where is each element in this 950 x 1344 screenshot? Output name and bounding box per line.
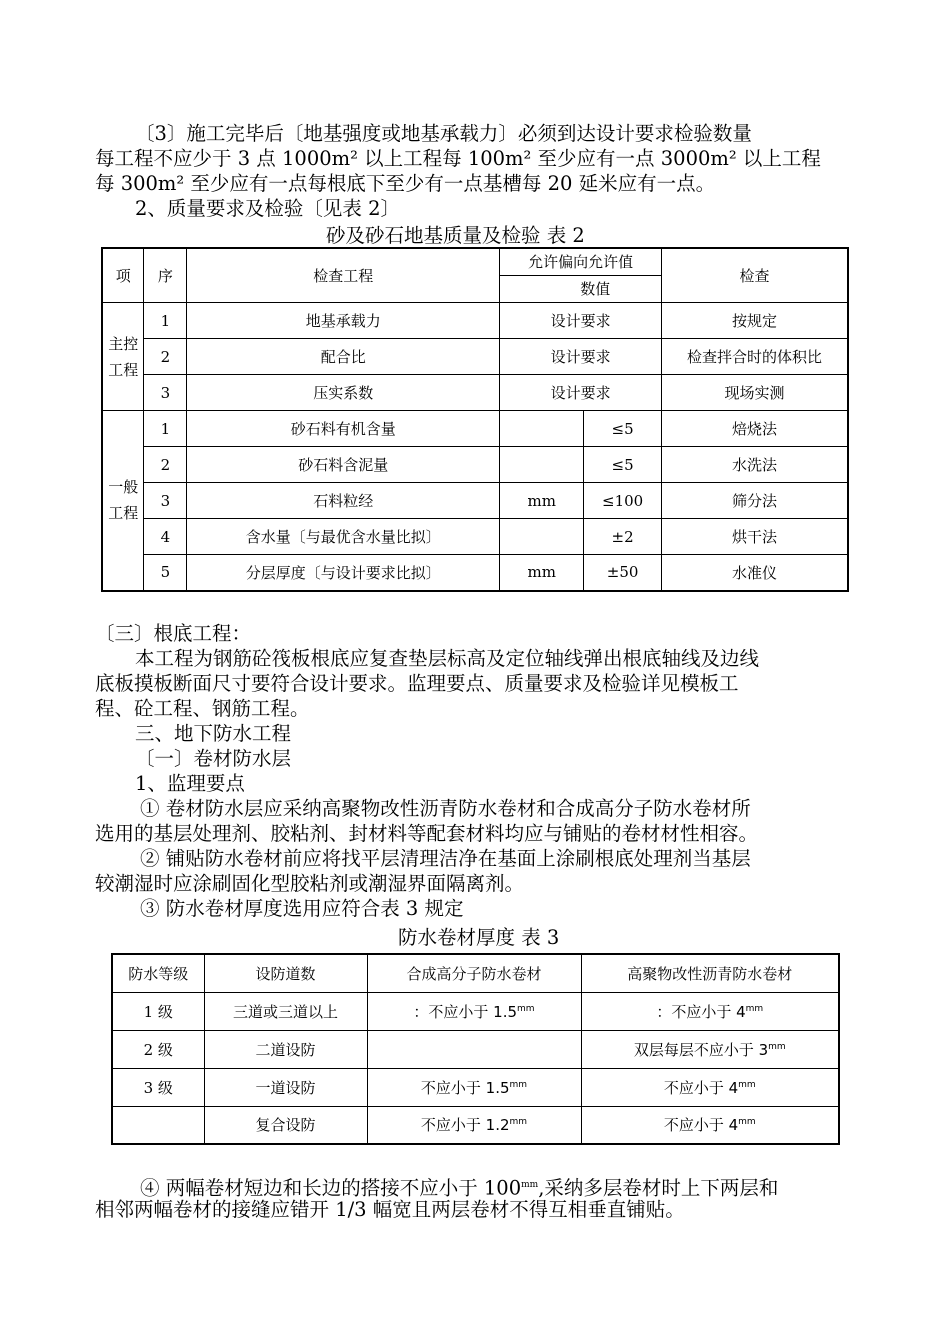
row-unit: mm [500,555,584,591]
header-allow [500,248,662,303]
row-value: 设计要求 [500,339,662,375]
row-asphalt: ：不应小于 $4^{mm}$ [581,992,839,1030]
header-count: 设防道数 [204,954,367,992]
para-line: 程、砼工程、钢筋工程。 [95,697,310,720]
row-level: 2 级 [112,1030,204,1068]
row-method: 筛分法 [662,483,848,519]
row-check: 砂石料含泥量 [187,447,500,483]
subsection-heading: 1、监理要点 [135,772,245,795]
para-line: 〔3〕施工完毕后〔地基强度或地基承载力〕必须到达设计要求检验数量 [135,122,752,145]
row-unit [500,519,584,555]
section-heading: 三、地下防水工程 [135,722,292,745]
thickness-table [111,953,840,1145]
para-line: ② 铺贴防水卷材前应将找平层清理洁净在基面上涂刷根底处理剂当基层 [140,847,751,870]
row-check: 砂石料有机含量 [187,411,500,447]
row-seq: 3 [144,375,187,411]
row-seq: 1 [144,303,187,339]
header-allow-bottom: 数值 [580,280,611,298]
header-check: 检查工程 [187,248,500,303]
row-polymer: 不应小于 $1.2^{mm}$ [367,1106,581,1144]
row-method: 水准仪 [662,555,848,591]
group-label: 主控 工程 [102,303,144,411]
row-seq: 4 [144,519,187,555]
row-value: ≤5 [584,411,662,447]
row-method: 焙烧法 [662,411,848,447]
quality-table [101,247,849,592]
row-value: ≤100 [584,483,662,519]
row-value: 设计要求 [500,303,662,339]
row-check: 石料粒经 [187,483,500,519]
table3-caption: 防水卷材厚度 表 3 [398,926,560,949]
row-asphalt: 不应小于 $4^{mm}$ [581,1068,839,1106]
row-value: ±2 [584,519,662,555]
row-asphalt: 双层每层不应小于 $3^{mm}$ [581,1030,839,1068]
header-allow-top: 允许偏向允许值 [499,249,662,276]
row-level: 1 级 [112,992,204,1030]
para-line: ④ 两幅卷材短边和长边的搭接不应小于 $100^{mm}$,采纳多层卷材时上下两层和 [140,1176,779,1200]
row-unit [500,447,584,483]
header-asphalt: 高聚物改性沥青防水卷材 [581,954,839,992]
row-check: 压实系数 [187,375,500,411]
section-heading: 2、质量要求及检验〔见表 2〕 [135,197,401,220]
row-method: 水洗法 [662,447,848,483]
row-polymer [367,1030,581,1068]
para-line: ① 卷材防水层应采纳高聚物改性沥青防水卷材和合成高分子防水卷材所 [140,797,751,820]
row-seq: 1 [144,411,187,447]
para-line: 相邻两幅卷材的接缝应错开 1/3 幅宽且两层卷材不得互相垂直铺贴。 [95,1198,685,1221]
row-value: ±50 [584,555,662,591]
row-level [112,1106,204,1144]
row-unit: mm [500,483,584,519]
row-method: 检查拌合时的体积比 [662,339,848,375]
row-polymer: ：不应小于 $1.5^{mm}$ [367,992,581,1030]
header-method: 检查 [662,248,848,303]
row-seq: 3 [144,483,187,519]
row-count: 三道或三道以上 [204,992,367,1030]
row-check: 地基承载力 [187,303,500,339]
table2-caption: 砂及砂石地基质量及检验 表 2 [326,224,585,247]
row-count: 二道设防 [204,1030,367,1068]
row-count: 一道设防 [204,1068,367,1106]
row-polymer: 不应小于 $1.5^{mm}$ [367,1068,581,1106]
header-polymer: 合成高分子防水卷材 [367,954,581,992]
para-line: ③ 防水卷材厚度选用应符合表 3 规定 [140,897,464,920]
para-line: 每 300m² 至少应有一点每根底下至少有一点基槽每 20 延米应有一点。 [95,172,716,195]
row-asphalt: 不应小于 $4^{mm}$ [581,1106,839,1144]
row-method: 按规定 [662,303,848,339]
para-line: 本工程为钢筋砼筏板根底应复查垫层标高及定位轴线弹出根底轴线及边线 [135,647,760,670]
group-label: 一般 工程 [102,411,144,591]
row-value: 设计要求 [500,375,662,411]
row-check: 分层厚度〔与设计要求比拟〕 [187,555,500,591]
header-level: 防水等级 [112,954,204,992]
row-method: 烘干法 [662,519,848,555]
section-title: 〔三〕根底工程： [95,622,252,645]
row-count: 复合设防 [204,1106,367,1144]
row-seq: 2 [144,339,187,375]
row-check: 配合比 [187,339,500,375]
para-line: 每工程不应少于 3 点 1000m² 以上工程每 100m² 至少应有一点 3000m² 以上工程 [95,147,821,170]
row-unit [500,411,584,447]
row-seq: 5 [144,555,187,591]
header-seq: 序 [144,248,187,303]
subsection-heading: 〔一〕卷材防水层 [135,747,292,770]
para-line: 底板摸板断面尺寸要符合设计要求。监理要点、质量要求及检验详见模板工 [95,672,739,695]
para-line: 选用的基层处理剂、胶粘剂、封材料等配套材料均应与铺贴的卷材材性相容。 [95,822,759,845]
row-seq: 2 [144,447,187,483]
row-check: 含水量〔与最优含水量比拟〕 [187,519,500,555]
para-line: 较潮湿时应涂刷固化型胶粘剂或潮湿界面隔离剂。 [95,872,525,895]
row-value: ≤5 [584,447,662,483]
row-method: 现场实测 [662,375,848,411]
header-item: 项 [102,248,144,303]
row-level: 3 级 [112,1068,204,1106]
